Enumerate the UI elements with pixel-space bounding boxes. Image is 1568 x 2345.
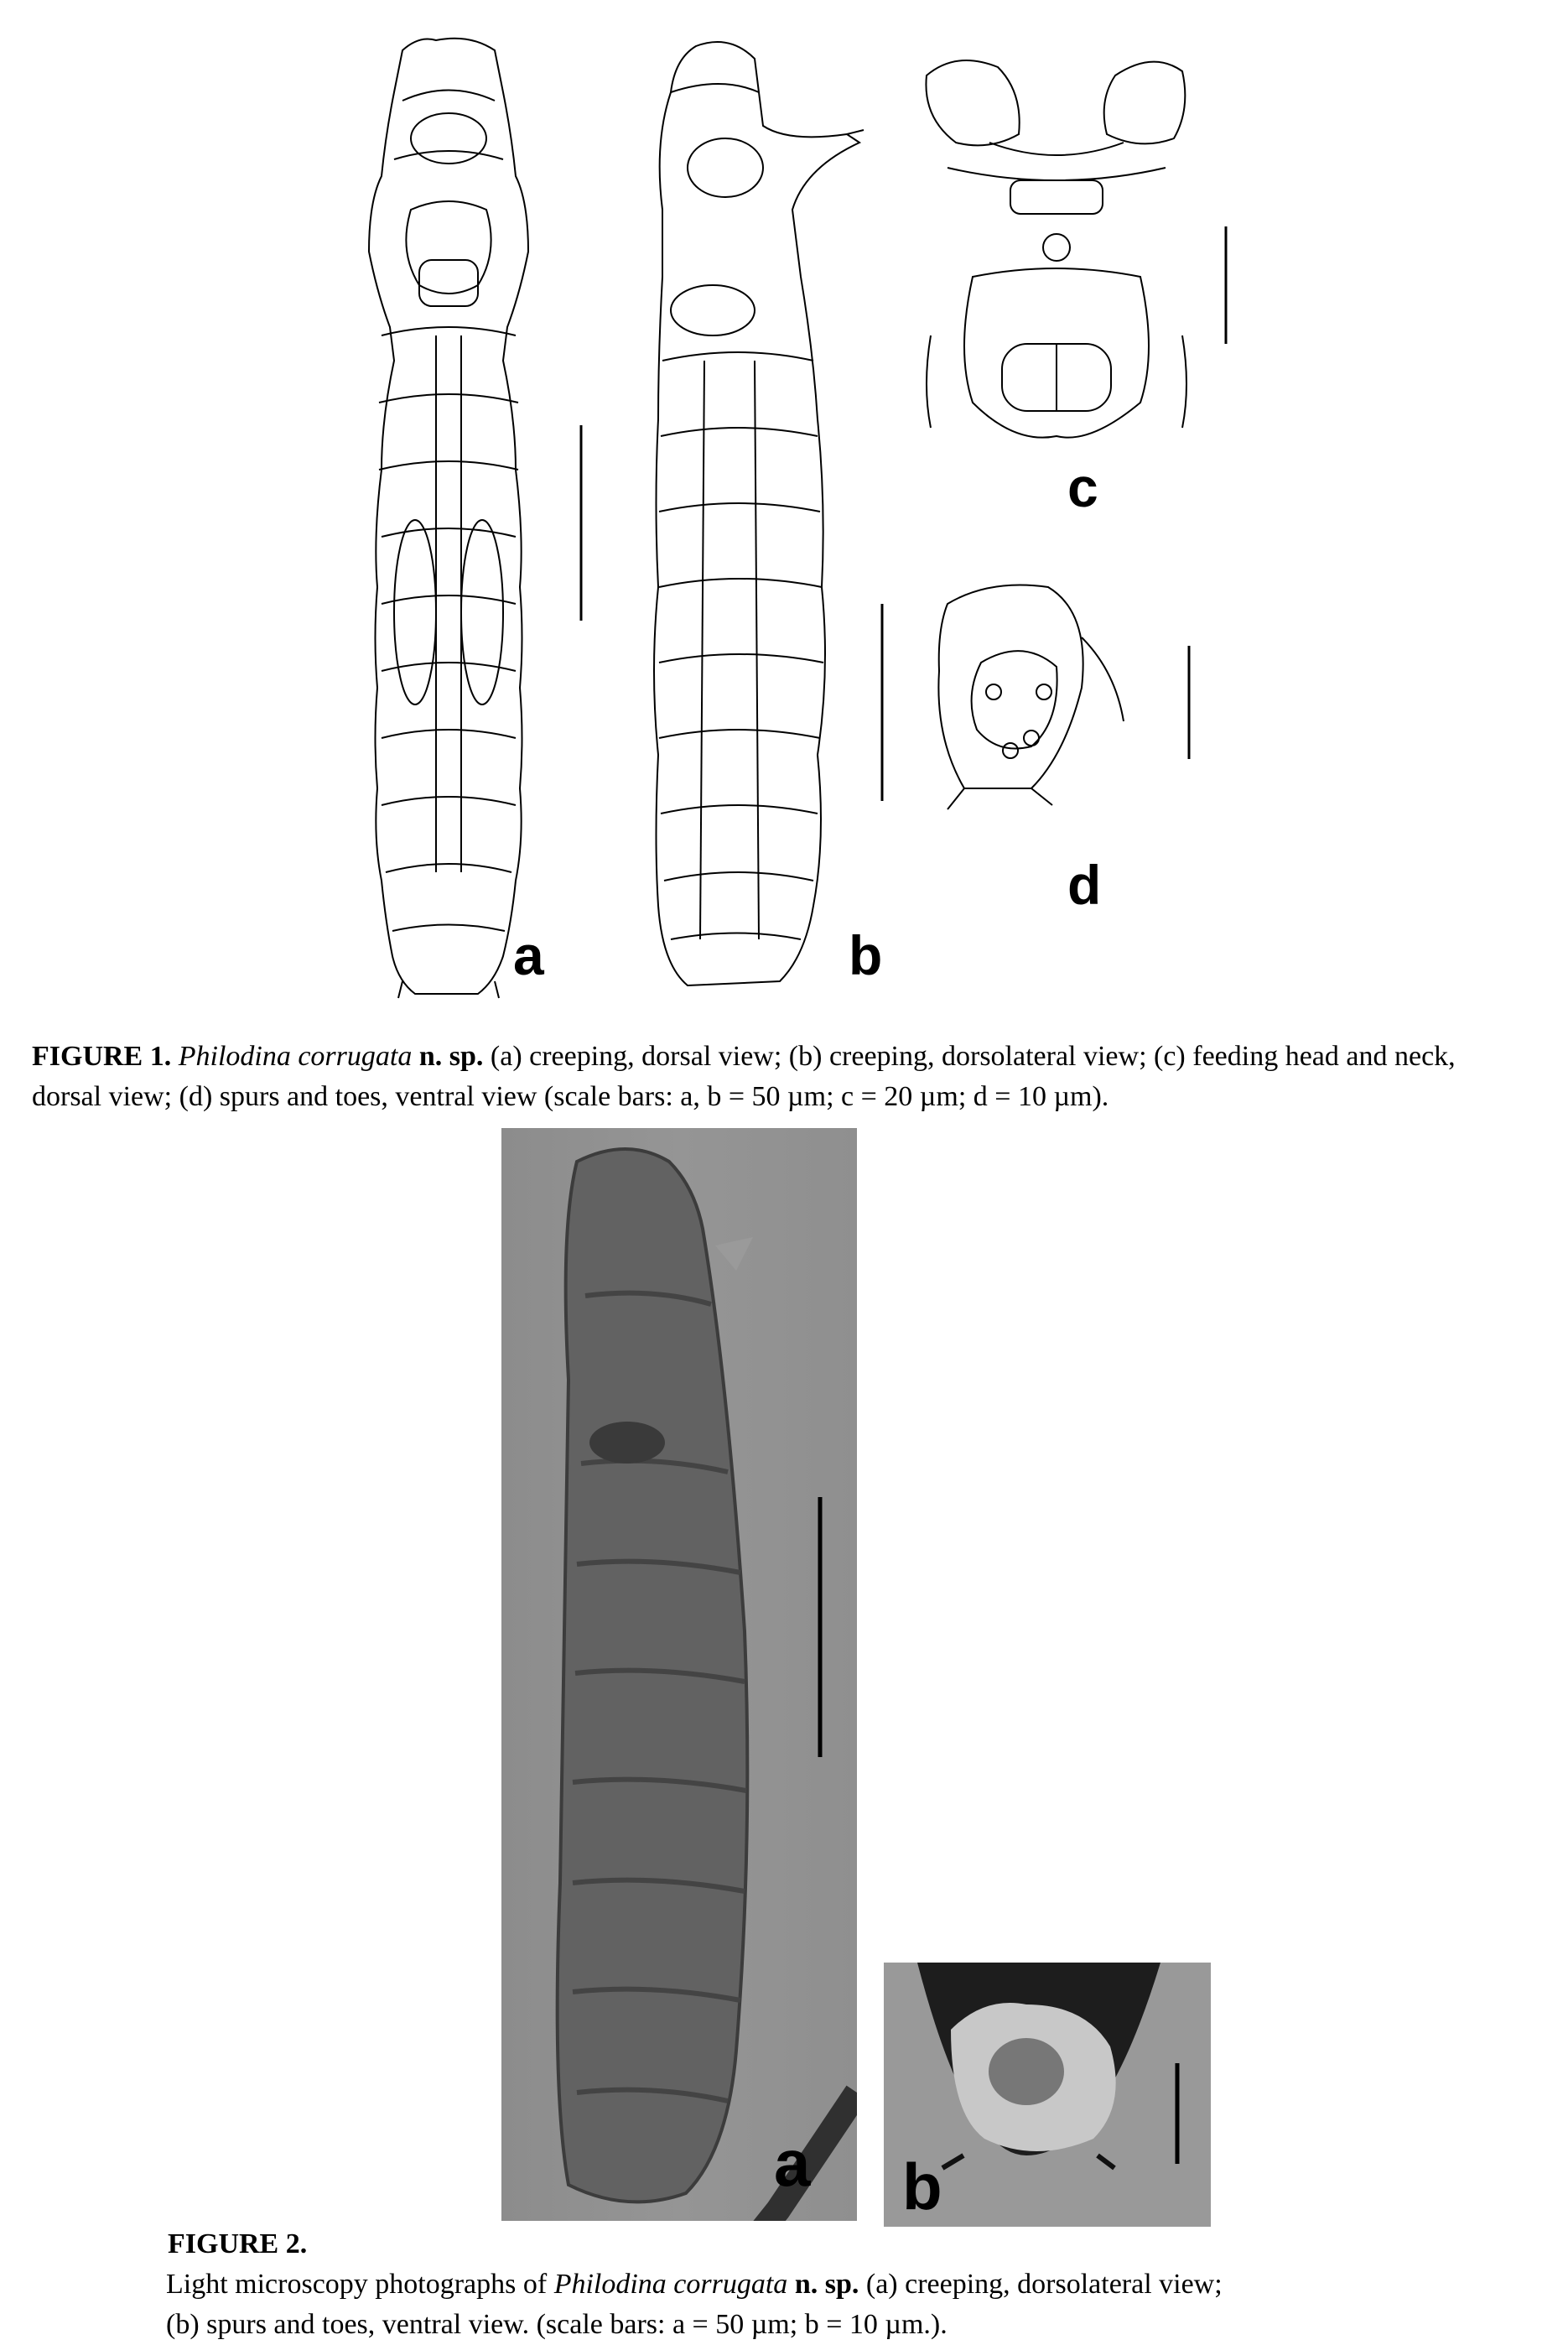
- figure1-drawings: [0, 0, 1568, 1006]
- figure1-panel-b-drawing: [654, 42, 864, 985]
- figure1-caption-text-line1: (a) creeping, dorsal view; (b) creeping, dorsolateral view; (c) feeding head and neck,: [490, 1041, 1456, 1072]
- figure1-panel-a-drawing: [369, 39, 528, 998]
- figure2-caption: [166, 2264, 1550, 2345]
- figure2-caption-status: n. sp.: [794, 2269, 859, 2300]
- figure2-caption-line2-b: ventral view.: [382, 2309, 530, 2340]
- figure2-caption-line2-c: (scale bars: a = 50: [536, 2309, 745, 2340]
- figure1-caption: [32, 1037, 1550, 1117]
- figure2-caption-label: FIGURE 2.: [168, 2228, 308, 2259]
- figure2-caption-species: Philodina corrugata: [553, 2269, 788, 2300]
- figure1-panel-label-a: a: [513, 924, 544, 986]
- figure2-photo-b: [884, 1963, 1211, 2227]
- figure2-photo-a: [501, 1128, 857, 2221]
- figure1-panel-label-c: c: [1067, 456, 1098, 518]
- figure1-panel-label-b: b: [849, 924, 883, 986]
- figure2-photo-a-rotifer: [501, 1128, 857, 2221]
- figure1-caption-label: FIGURE 1.: [32, 1041, 172, 1072]
- figure2-caption-line1-prefix: Light microscopy photographs of: [166, 2269, 548, 2300]
- figure1-caption-status: n. sp.: [418, 1041, 484, 1072]
- figure2-panel-label-b: b: [902, 2150, 942, 2223]
- figure1-caption-text-line2: dorsal view; (d) spurs and toes, ventral view (scale bars: a, b = 50 µm; c = 20 µm; d = 10 µm).: [32, 1081, 1109, 1112]
- figure2-caption-line2-d: µm; b = 10 µm.).: [750, 2309, 948, 2340]
- figure2-panel-label-a: a: [774, 2126, 811, 2200]
- figure1-panel-d-drawing: [938, 585, 1124, 810]
- figure1-panel-c-drawing: [926, 60, 1186, 438]
- figure2-caption-line1-suffix: (a) creeping, dorsolateral view;: [865, 2269, 1223, 2300]
- figure1-panel-label-d: d: [1067, 854, 1102, 916]
- figure2-caption-line2-a: (b) spurs and toes,: [166, 2309, 376, 2340]
- figure1-caption-species: Philodina corrugata: [178, 1041, 413, 1072]
